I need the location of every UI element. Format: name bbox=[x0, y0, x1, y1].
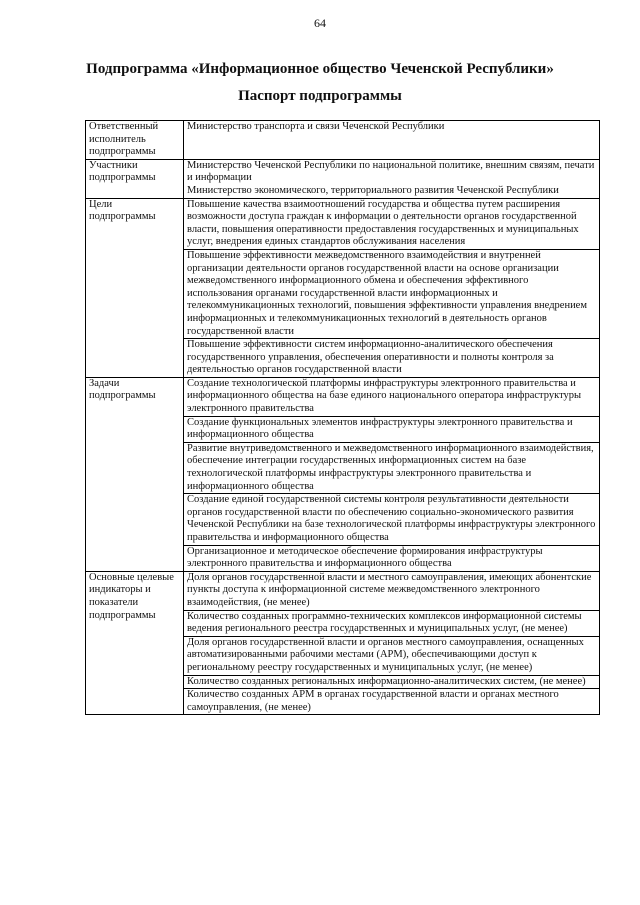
section-value: Количество созданных программно-технических комплексов информационной системы ведения регионального реестра государственных и муниципальных услуг, (не менее) bbox=[184, 610, 600, 636]
page-subtitle: Паспорт подпрограммы bbox=[238, 88, 402, 104]
table-row bbox=[86, 198, 600, 249]
section-value: Организационное и методическое обеспечение формирования инфраструктуры электронного правительства и информационного общества bbox=[184, 545, 600, 571]
section-value: Министерство транспорта и связи Чеченской Республики bbox=[184, 121, 600, 160]
section-label bbox=[86, 571, 184, 715]
section-value: Количество созданных АРМ в органах государственной власти и органах местного самоуправления, (не менее) bbox=[184, 689, 600, 715]
table-row bbox=[86, 159, 600, 198]
section-label-text: Основные целевые индикаторы и показатели подпрограммы bbox=[89, 571, 174, 621]
section-value: Создание функциональных элементов инфраструктуры электронного правительства и информационного общества bbox=[184, 416, 600, 442]
section-value: Развитие внутриведомственного и межведомственного информационного взаимодействия, обеспечение интеграции государственных информационных систем на базе технологической платформы инфраструктуры электронного правительства и информационного общества bbox=[184, 442, 600, 493]
page-title: Подпрограмма «Информационное общество Чеченской Республики» bbox=[86, 61, 554, 77]
section-label-text: Задачи подпрограммы bbox=[89, 377, 156, 402]
section-value: Доля органов государственной власти и местного самоуправления, имеющих абонентские пункты доступа к информационной системе межведомственного электронного взаимодействия, (не менее) bbox=[184, 571, 600, 610]
section-value: Создание единой государственной системы контроля результативности деятельности органов государственной власти по обеспечению социально-экономического развития Чеченской Республики на базе технологической платформы инфраструктуры электронного правительства и информационного общества bbox=[184, 494, 600, 545]
section-value: Министерство Чеченской Республики по национальной политике, внешним связям, печати и информации Министерство экономического, территориального развития Чеченской Республики bbox=[184, 159, 600, 198]
section-value: Повышение эффективности межведомственного взаимодействия и внутренней организации деятельности органов государственной власти на основе организации межведомственного информационного обмена и обеспечения эффективного использования органами государственной власти информационных и телекоммуникационных технологий, повышения эффективности управления внедрением информационных и телекоммуникационных технологий в деятельность органов государственной власти bbox=[184, 249, 600, 338]
section-value: Количество созданных региональных информационно-аналитических систем, (не менее) bbox=[184, 675, 600, 689]
passport-table bbox=[85, 120, 600, 715]
section-label-text: Цели подпрограммы bbox=[89, 198, 156, 223]
table-row bbox=[86, 121, 600, 160]
table-row bbox=[86, 377, 600, 416]
section-label bbox=[86, 377, 184, 571]
page-number: 64 bbox=[314, 16, 326, 30]
table-row bbox=[86, 571, 600, 610]
section-value: Повышение эффективности систем информационно-аналитического обеспечения государственного управления, обеспечения оперативности и полноты контроля за деятельностью органов государственной власти bbox=[184, 339, 600, 378]
section-label bbox=[86, 159, 184, 198]
section-label bbox=[86, 121, 184, 160]
section-value: Создание технологической платформы инфраструктуры электронного правительства и информационного общества на базе единого национального оператора инфраструктуры электронного правительства bbox=[184, 377, 600, 416]
section-label-text: Участники подпрограммы bbox=[89, 159, 156, 184]
section-value: Повышение качества взаимоотношений государства и общества путем расширения возможности доступа граждан к информации о деятельности органов государственной власти, повышения оперативности предоставления государственных и муниципальных услуг, внедрения единых стандартов обслуживания населения bbox=[184, 198, 600, 249]
section-value: Доля органов государственной власти и органов местного самоуправления, оснащенных автоматизированными рабочими местами (АРМ), обеспечивающими доступ к региональному реестру государственных и муниципальных услуг, (не менее) bbox=[184, 636, 600, 675]
section-label bbox=[86, 198, 184, 377]
section-label-text: Ответственный исполнитель подпрограммы bbox=[89, 121, 159, 158]
